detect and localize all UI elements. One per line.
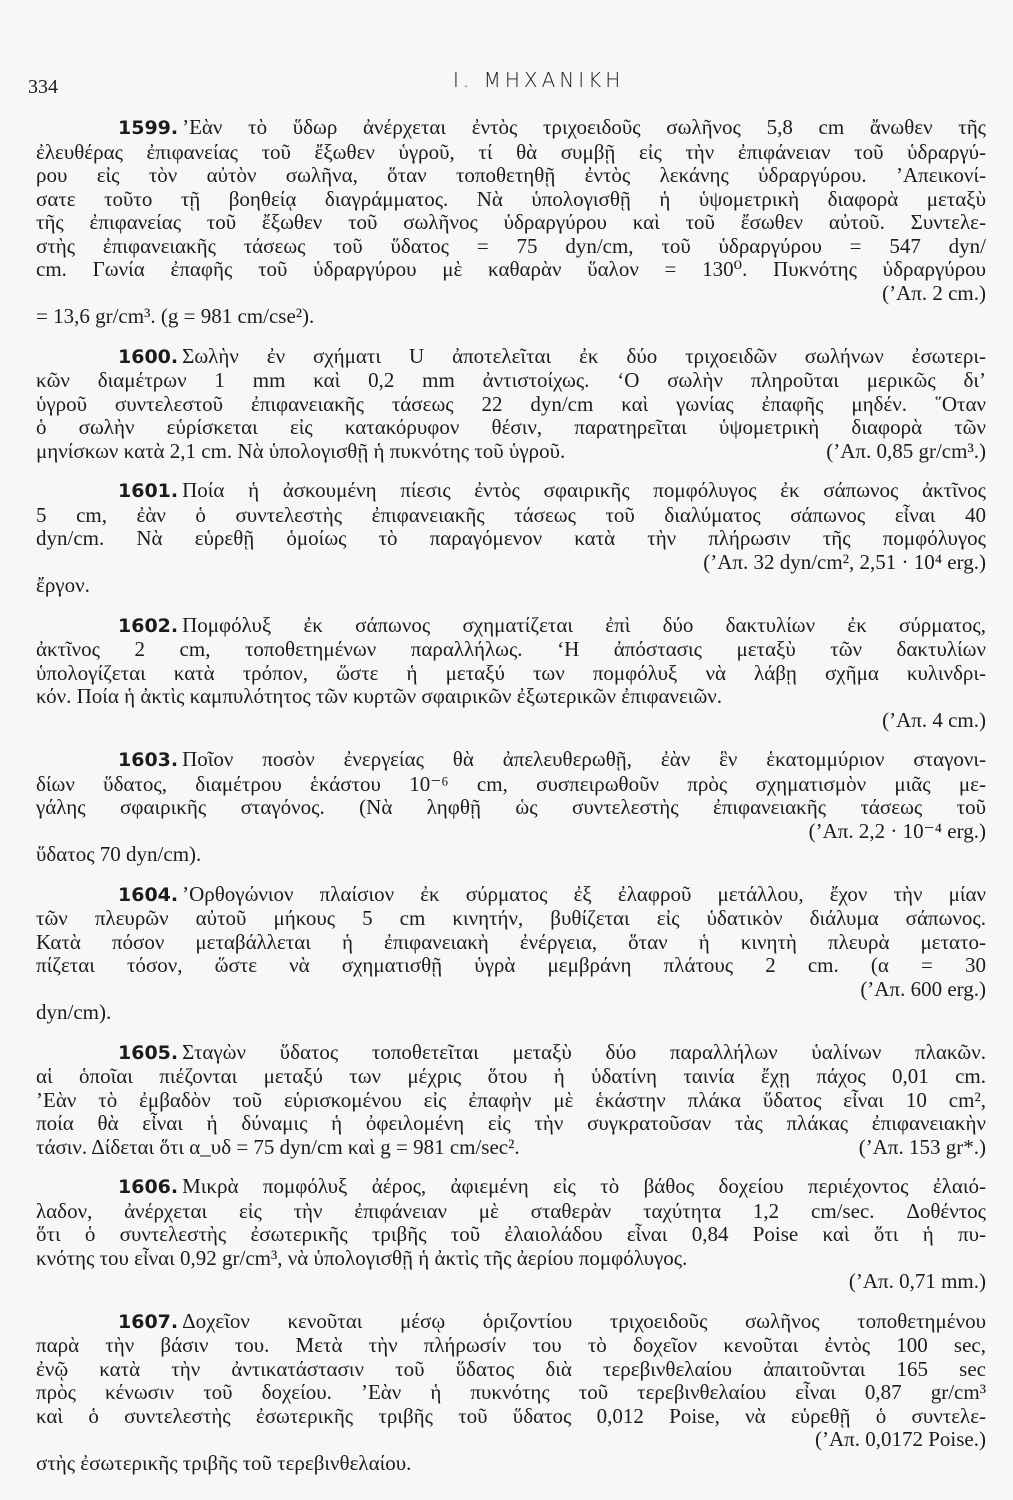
problem-text-line (36, 614, 986, 639)
problem-number: 1599. (118, 117, 179, 139)
problem-text-line (36, 843, 986, 867)
problem-text-line (36, 188, 986, 212)
problem-text-line (36, 164, 986, 188)
problem-1607 (36, 1310, 986, 1476)
problem-text-line (36, 883, 986, 908)
problem-1605 (36, 1041, 986, 1160)
line-text: ἔργον. (36, 573, 90, 597)
problem-text-line (36, 1381, 986, 1405)
problem-text-line (36, 479, 986, 504)
problem-number: 1607. (118, 1310, 179, 1333)
answer: (’Απ. 0,0172 Poise.) (814, 1427, 986, 1451)
line-text: ποία θὰ εἶναι ἡ δύναμις ἡ ὀφειλομένη εἰς τὴν συγκρατοῦσαν τὰς πλάκας ἐπιφανειακὴν (36, 1111, 986, 1135)
problem-text-line (36, 393, 986, 417)
problem-text-line (36, 116, 986, 141)
line-text: σατε τοῦτο τῇ βοηθείᾳ διαγράμματος. Νὰ ὑπολογισθῇ ἡ ὑψομετρικὴ διαφορὰ μεταξὺ (36, 186, 986, 211)
answer-line (36, 551, 986, 575)
problem-text-line (36, 638, 986, 662)
answer: (’Απ. 4 cm.) (882, 707, 986, 732)
problem-text-line (36, 773, 986, 797)
problem-number: 1603. (118, 749, 179, 771)
problem-text-line (36, 1247, 986, 1271)
line-text: Ποῖον ποσὸν ἐνεργείας θὰ ἀπελευθερωθῇ, ἐὰν ἓν ἑκατομμύριον σταγονι- (182, 747, 986, 771)
line-text: ὁ σωλὴν εὑρίσκεται εἰς κατακόρυφον θέσιν, παρατηρεῖται ὑψομετρικὴ διαφορὰ τῶν (36, 415, 986, 439)
problem-text-line (36, 907, 986, 931)
problem-text-line (36, 1452, 986, 1476)
problem-text-line (36, 1001, 986, 1025)
problem-number: 1600. (118, 345, 179, 368)
problem-text-line (36, 305, 986, 329)
problem-text-line (36, 504, 986, 528)
line-text: Σταγὼν ὕδατος τοποθετεῖται μεταξὺ δύο παραλλήλων ὑαλίνων πλακῶν. (182, 1039, 986, 1064)
problem-text-line (36, 954, 986, 978)
problem-text-line (36, 235, 986, 259)
line-text: ὅτι ὁ συντελεστὴς ἐσωτερικῆς τριβῆς τοῦ ἐλαιολάδου εἶναι 0,84 Poise καὶ ὅτι ἡ πυ- (36, 1222, 986, 1246)
line-text: ὑπολογίζεται κατὰ τρόπον, ὥστε ἡ μεταξύ των πομφόλυξ νὰ λάβῃ σχῆμα κυλινδρι- (36, 660, 986, 685)
problem-1601 (36, 479, 986, 598)
line-text: αἱ ὁποῖαι πιέζονται μεταξύ των μέχρις ὅτου ἡ ὑδατίνη ταινία ἔχῃ πάχος 0,01 cm. (36, 1064, 986, 1088)
problem-text-line (36, 345, 986, 370)
line-text: ’Ορθογώνιον πλαίσιον ἐκ σύρματος ἐξ ἐλαφροῦ μετάλλου, ἔχον τὴν μίαν (182, 881, 986, 906)
line-text: κνότης του εἶναι 0,92 gr/cm³, νὰ ὑπολογισθῇ ἡ ἀκτὶς τῆς ἀερίου πομφόλυγος. (36, 1245, 688, 1270)
line-text: ἐλευθέρας ἐπιφανείας τοῦ ἔξωθεν ὑγροῦ, τί θὰ συμβῇ εἰς τὴν ἐπιφάνειαν τοῦ ὑδραργύ- (36, 139, 986, 164)
problem-number: 1604. (118, 883, 179, 906)
answer: (’Απ. 600 erg.) (860, 976, 986, 1001)
answer-line (36, 709, 986, 733)
line-text: ’Εὰν τὸ ὕδωρ ἀνέρχεται ἐντὸς τριχοειδοῦς σωλῆνος 5,8 cm ἄνωθεν τῆς (182, 115, 986, 139)
problem-number: 1606. (118, 1176, 179, 1198)
answer: (’Απ. 2,2 · 10⁻⁴ erg.) (808, 818, 986, 843)
line-text: κόν. Ποία ἡ ἀκτὶς καμπυλότητος τῶν κυρτῶν σφαιρικῶν ἐξωτερικῶν ἐπιφανειῶν. (36, 684, 723, 708)
line-text: ’Εὰν τὸ ἐμβαδὸν τοῦ εὑρισκομένου εἰς ἐπαφὴν μὲ ἑκάστην πλάκα ὕδατος εἶναι 10 cm², (36, 1087, 986, 1112)
line-text: Δοχεῖον κενοῦται μέσῳ ὁριζοντίου τριχοειδοῦς σωλῆνος τοποθετημένου (182, 1308, 986, 1333)
answer-line (36, 1270, 986, 1294)
problem-number: 1605. (118, 1041, 179, 1064)
problem-1602 (36, 614, 986, 733)
line-text: πίζεται τόσον, ὥστε νὰ σχηματισθῇ ὑγρὰ μεμβράνη πλάτους 2 cm. (α = 30 (36, 953, 986, 977)
problem-text-line (36, 1089, 986, 1113)
line-text: ἐνῷ κατὰ τὴν ἀντικατάστασιν τοῦ ὕδατος διὰ τερεβινθελαίου ἀπαιτοῦνται 165 sec (36, 1356, 986, 1381)
line-text: Κατὰ πόσον μεταβάλλεται ἡ ἐπιφανειακὴ ἐνέργεια, ὅταν ἡ κινητὴ πλευρὰ μετατο- (36, 929, 986, 954)
line-text: ἀκτῖνος 2 cm, τοποθετημένων παραλλήλως. ‘Η ἀπόστασις μεταξὺ τῶν δακτυλίων (36, 637, 986, 661)
problem-1606 (36, 1175, 986, 1294)
problem-text-line (36, 527, 986, 551)
answer: (’Απ. 32 dyn/cm², 2,51 · 10⁴ erg.) (703, 549, 986, 574)
problem-text-line (36, 1310, 986, 1335)
answer-line (36, 820, 986, 844)
line-text: ὑγροῦ συντελεστοῦ ἐπιφανειακῆς τάσεως 22 dyn/cm καὶ γωνίας ἐπαφῆς μηδέν. ῞Οταν (36, 391, 986, 416)
problem-text-line (36, 1334, 986, 1358)
problem-text-line (36, 440, 986, 464)
line-text: Μικρὰ πομφόλυξ ἀέρος, ἀφιεμένη εἰς τὸ βάθος δοχείου περιέχοντος ἐλαιό- (182, 1174, 986, 1198)
line-text: Σωλὴν ἐν σχήματι U ἀποτελεῖται ἐκ δύο τριχοειδῶν σωλήνων ἐσωτερι- (182, 343, 986, 368)
problem-text-line (36, 1200, 986, 1224)
line-text: λαδον, ἀνέρχεται εἰς τὴν ἐπιφάνειαν μὲ σταθερὰν ταχύτητα 1,2 cm/sec. Δοθέντος (36, 1198, 986, 1223)
line-text: Πομφόλυξ ἐκ σάπωνος σχηματίζεται ἐπὶ δύο δακτυλίων ἐκ σύρματος, (182, 612, 986, 637)
answer-line (36, 282, 986, 306)
problem-1604 (36, 883, 986, 1025)
problem-text-line (36, 1112, 986, 1136)
line-text: τάσιν. Δίδεται ὅτι α_υδ = 75 dyn/cm καὶ g = 981 cm/sec². (36, 1134, 520, 1159)
line-text: τῆς ἐπιφανείας τοῦ ἔξωθεν τοῦ σωλῆνος ὑδραργύρου καὶ τοῦ ἔσωθεν αὐτοῦ. Συντελε- (36, 210, 986, 234)
line-text: κῶν διαμέτρων 1 mm καὶ 0,2 mm ἀντιστοίχως. ‘Ο σωλὴν πληροῦται μερικῶς δι’ (36, 368, 986, 392)
problem-text-line (36, 1405, 986, 1429)
line-text: πρὸς κένωσιν τοῦ δοχείου. ’Εὰν ἡ πυκνότης τοῦ τερεβινθελαίου εἶναι 0,87 gr/cm³ (36, 1380, 986, 1404)
line-text: γάλης σφαιρικῆς σταγόνος. (Νὰ ληφθῇ ὡς συντελεστὴς ἐπιφανειακῆς τάσεως τοῦ (36, 795, 986, 819)
line-text: dyn/cm. Νὰ εὑρεθῇ ὁμοίως τὸ παραγόμενον κατὰ τὴν πλήρωσιν τῆς πομφόλυγος (36, 526, 986, 550)
problem-text-line (36, 1136, 986, 1160)
line-text: δίων ὕδατος, διαμέτρου ἑκάστου 10⁻⁶ cm, συσπειρωθοῦν πρὸς σχηματισμὸν μιᾶς με- (36, 771, 986, 796)
line-text: τῶν πλευρῶν αὐτοῦ μήκους 5 cm κινητήν, βυθίζεται εἰς ὑδατικὸν διάλυμα σάπωνος. (36, 906, 986, 930)
running-head: Ι. ΜΗΧΑΝΙΚΗ (453, 68, 625, 92)
problem-text-line (36, 796, 986, 820)
problem-1600 (36, 345, 986, 464)
problem-text-line (36, 1065, 986, 1089)
problem-text-line (36, 748, 986, 773)
problem-text-line (36, 211, 986, 235)
problem-1603 (36, 748, 986, 867)
line-text: ρου εἰς τὸν αὐτὸν σωλῆνα, ὅταν τοποθετηθῇ ἐντὸς λεκάνης ὑδραργύρου. ’Απεικονί- (36, 163, 986, 187)
line-text: παρὰ τὴν βάσιν του. Μετὰ τὴν πλήρωσίν του τὸ δοχεῖον κενοῦται ἐντὸς 100 sec, (36, 1333, 986, 1357)
problem-text-line (36, 662, 986, 686)
page-body (36, 116, 986, 1491)
line-text: καὶ ὁ συντελεστὴς ἐσωτερικῆς τριβῆς τοῦ ὕδατος 0,012 Poise, νὰ εὑρεθῇ ὁ συντελε- (36, 1403, 986, 1428)
problem-text-line (36, 574, 986, 598)
line-text: cm. Γωνία ἐπαφῆς τοῦ ὑδραργύρου μὲ καθαρὰν ὕαλον = 130⁰. Πυκνότης ὑδραργύρου (36, 257, 986, 281)
line-text: στὴς ἐσωτερικῆς τριβῆς τοῦ τερεβινθελαίου. (36, 1450, 412, 1475)
answer: (’Απ. 0,71 mm.) (848, 1269, 986, 1293)
problem-text-line (36, 1223, 986, 1247)
line-text: dyn/cm). (36, 1000, 112, 1024)
line-text: = 13,6 gr/cm³. (g = 981 cm/cse²). (36, 304, 315, 328)
answer-line (36, 978, 986, 1002)
page-number: 334 (28, 76, 58, 98)
answer: (’Απ. 0,85 gr/cm³.) (826, 438, 986, 463)
line-text: μηνίσκων κατὰ 2,1 cm. Νὰ ὑπολογισθῇ ἡ πυκνότης τοῦ ὑγροῦ. (36, 438, 566, 463)
answer: (’Απ. 2 cm.) (882, 280, 986, 305)
answer-line (36, 1428, 986, 1452)
line-text: Ποία ἡ ἀσκουμένη πίεσις ἐντὸς σφαιρικῆς πομφόλυγος ἐκ σάπωνος ἀκτῖνος (182, 478, 986, 502)
problem-text-line (36, 258, 986, 282)
problem-text-line (36, 369, 986, 393)
problem-1599 (36, 116, 986, 329)
problem-number: 1601. (118, 480, 179, 502)
line-text: στὴς ἐπιφανειακῆς τάσεως τοῦ ὕδατος = 75 dyn/cm, τοῦ ὑδραργύρου = 547 dyn/ (36, 233, 986, 258)
page-header (0, 62, 1013, 98)
problem-number: 1602. (118, 614, 179, 637)
line-text: 5 cm, ἐὰν ὁ συντελεστὴς ἐπιφανειακῆς τάσεως τοῦ διαλύματος σάπωνος εἶναι 40 (36, 502, 986, 527)
problem-text-line (36, 416, 986, 440)
problem-text-line (36, 141, 986, 165)
answer: (’Απ. 153 gr*.) (858, 1134, 986, 1159)
line-text: ὕδατος 70 dyn/cm). (36, 842, 202, 866)
problem-text-line (36, 1175, 986, 1200)
problem-text-line (36, 1041, 986, 1066)
problem-text-line (36, 931, 986, 955)
problem-text-line (36, 685, 986, 709)
problem-text-line (36, 1358, 986, 1382)
